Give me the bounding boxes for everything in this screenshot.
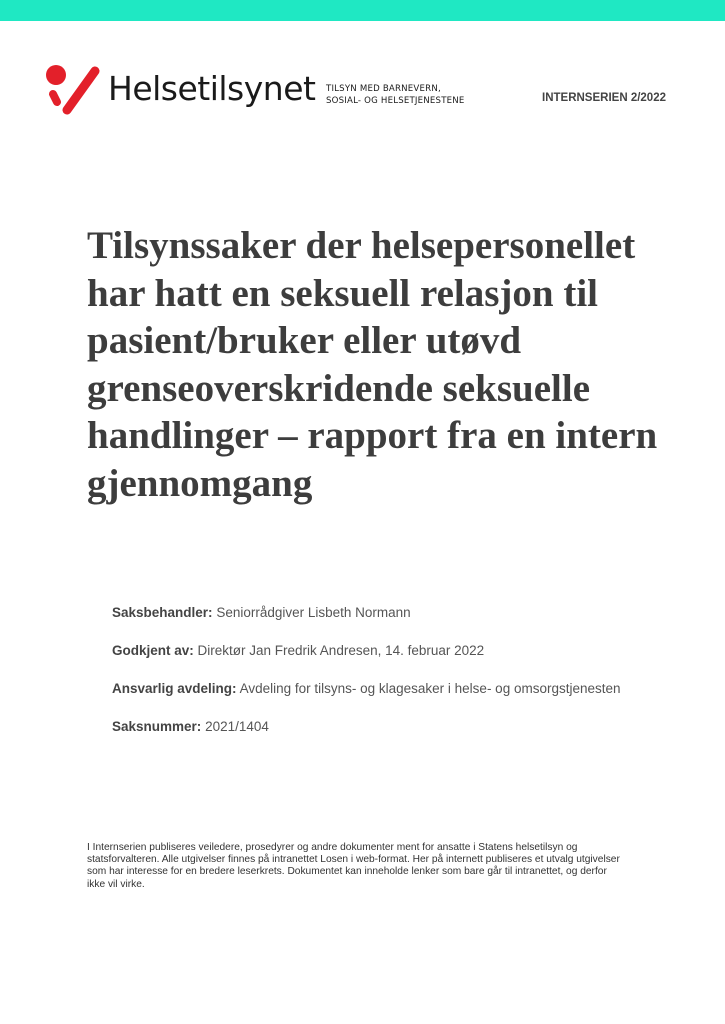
- footer-note: I Internserien publiseres veiledere, prosedyrer og andre dokumenter ment for ansatte i Statens helsetilsyn og statsforvalteren. Alle utgivelser finnes på intranettet Losen i web-format. Her på internett publiseres et utvalg utgivelser som har interesse for en bredere leserkrets. Dokumentet kan inneholde lenker som bare går til intranettet, og derfor ikke vil virke.: [87, 842, 620, 890]
- brand-tagline-line1: TILSYN MED BARNEVERN,: [326, 84, 441, 94]
- brand-tagline-line2: SOSIAL- OG HELSETJENESTENE: [326, 95, 465, 106]
- logo-stroke-long: [67, 71, 95, 110]
- approved-value: Direktør Jan Fredrik Andresen, 14. februar 2022: [197, 643, 485, 658]
- logo-stroke-short: [53, 94, 57, 102]
- handler-label: Saksbehandler:: [112, 605, 213, 620]
- logo-dot: [46, 65, 66, 85]
- meta-row-department: [112, 681, 672, 719]
- case-number-label: Saksnummer:: [112, 719, 202, 734]
- department-value: Avdeling for tilsyns- og klagesaker i helse- og omsorgstjenesten: [239, 681, 621, 696]
- department-label: Ansvarlig avdeling:: [112, 681, 237, 696]
- document-metadata: [112, 605, 672, 757]
- case-number-value: 2021/1404: [205, 719, 269, 734]
- helsetilsynet-logo-icon: [45, 64, 105, 116]
- top-accent-bar: [0, 0, 725, 21]
- approved-label: Godkjent av:: [112, 643, 194, 658]
- series-label: INTERNSERIEN 2/2022: [542, 92, 666, 104]
- meta-row-case-number: [112, 719, 672, 757]
- brand-tagline: [326, 84, 465, 107]
- handler-value: Seniorrådgiver Lisbeth Normann: [216, 605, 411, 620]
- document-title: Tilsynssaker der helsepersonellet har hatt en seksuell relasjon til pasient/bruker eller utøvd grenseoverskridende seksuelle handlinger – rapport fra en intern gjennomgang: [87, 224, 658, 505]
- meta-row-handler: [112, 605, 672, 643]
- brand-name: Helsetilsynet: [108, 69, 316, 108]
- meta-row-approved: [112, 643, 672, 681]
